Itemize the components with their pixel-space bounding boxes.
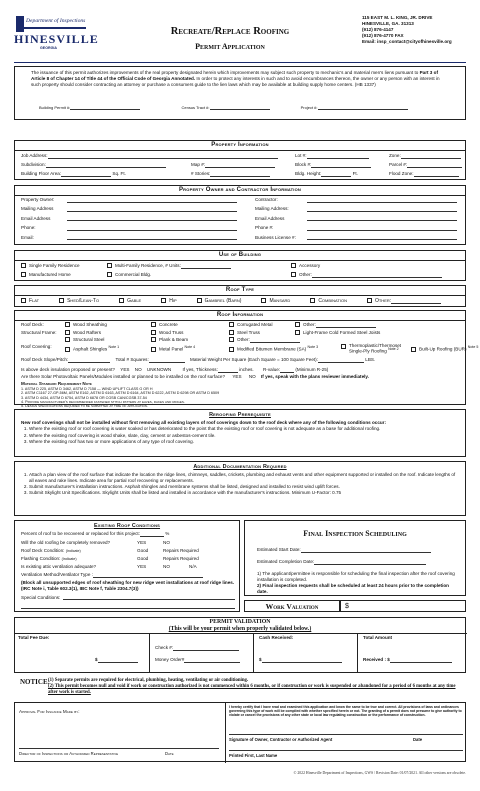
steel-truss-checkbox[interactable] [229,330,234,335]
standard-item: 1. ASTM D 225, ASTM D 3462, ASTM D 7158 — WIND UPLIFT CLASS G OR H [21,387,153,391]
plank-beam-checkbox[interactable] [151,337,156,342]
corrugated-metal-checkbox[interactable] [229,322,234,327]
dollar-sign: $ [95,657,98,662]
note-ref: Note 4 [184,345,196,349]
insulation-question: Is above deck insulation proposed or present? [21,367,115,372]
roof-info-section [14,310,479,408]
metal-panel-checkbox[interactable] [151,347,156,352]
director-signature-line[interactable] [19,748,219,749]
printed-name-label: Printed First, Last Name [229,753,278,758]
note-ref: Note 5 [467,345,479,349]
special-conditions-field[interactable] [63,595,235,600]
other-deck-label: Other: [303,322,316,327]
work-valuation-field[interactable] [340,600,466,612]
building-permit-field[interactable] [70,105,140,110]
address-line: HINESVILLE, GA. 31313 [362,20,414,26]
note-ref: Note 1 [108,345,120,349]
deck-repairs-option[interactable]: Repairs Required [163,548,199,553]
section-title: Existing Roof Conditions [93,523,161,529]
reroof-list [15,426,465,445]
section-title: Roof Type [15,286,465,296]
percent-unit: % [165,531,170,536]
ventilation-na-option[interactable]: N/A [189,564,197,569]
thermoplastic-checkbox[interactable] [341,344,346,349]
total-amount-label: Total Amount [363,635,393,640]
address-line: (912) 876-4770 FAX [362,32,404,38]
contractor-row [255,216,457,225]
roof-type-option[interactable] [21,298,39,304]
check-number-label: Check #: [155,645,174,650]
roof-type-label: Other: [374,298,392,304]
special-conditions-label: Special Conditions: [21,595,61,600]
wood-truss-label: Wood Truss [159,330,184,335]
other-frame-field[interactable] [250,338,300,343]
owner-field[interactable] [67,235,237,240]
notice-item-2: (2) This permit becomes null and void if work or construction authorized is not commenced within 6 months, or if construction or work is suspended or abandoned for a period of 6 months at any time after work is started. [48,683,456,695]
wood-sheathing-label: Wood Sheathing [73,322,107,327]
total-squares-field[interactable] [149,358,185,363]
total-squares-label: Total # Squares: [115,357,149,362]
removal-no-option[interactable]: NO [163,540,170,545]
reroof-item: 1. Where the existing roof or roof covering is water soaked or has deteriorated to the point that the existing roof or roof covering is not adequate as a base for additional roofing. [29,426,465,432]
concrete-checkbox[interactable] [151,322,156,327]
metal-panel-label: Metal Panel [159,346,184,352]
certification-text: I hereby certify that I have read and examined this application and know the same to be true and correct. All provisions of laws and ordinances governing this type of work will be complied with whether specified herein or not. The granting of a permit does not presume to give authority to violate or cancel the provisions of any other state or local law regulating construction or the performance of construction. [229,705,462,718]
block-label: Block #: [295,162,312,167]
stories-label: # Stories: [191,171,211,176]
corrugated-metal-label: Corrugated Metal [237,322,273,327]
section-title: Reroofing Prerequisite [209,412,271,418]
project-label: Project #: [300,105,318,110]
solar-question: Are there Solar Photovoltaic Panels/Modules installed or planned to be installed on the roof surface? [21,374,226,379]
owner-row [21,206,237,215]
solar-no-option[interactable]: NO [248,374,256,379]
weight-label: Material Weight Per Square (Each Square = 100 Square Feet): [190,357,318,362]
contractor-label: Contractor: [255,197,278,202]
built-up-roofing-checkbox[interactable] [411,347,416,352]
cash-received-label: Cash Received: [259,635,294,640]
roof-type-option[interactable] [310,298,347,304]
roof-covering-label: Roof Covering: [21,344,52,349]
roof-type-label: Gambrel (Barn) [204,298,242,304]
contractor-field[interactable] [307,216,457,221]
blocking-note: (Block all unsupported edges of roof sheathing for new ridge vent installations at roof ridge lines. (IRC Note i, Table 602.3(1), IBC Note f, Table 2304.7(3)) [21,580,235,591]
address-line: (912) 876-4147 [362,26,394,32]
wood-sheathing-checkbox[interactable] [65,322,70,327]
cold-formed-steel-label: Light-Frame Cold Formed Steel Joists [303,330,381,335]
section-title: Additional Documentation Required [193,464,287,470]
lien-code: Part 3 of Article 8 of Chapter 14 of Title 44 of the Official Code of Georgia Annotated. [31,70,438,81]
other-roof-type-field[interactable] [391,299,441,304]
contractor-row [255,206,457,215]
money-order-label: Money Order# [155,657,185,662]
owner-field[interactable] [67,198,237,203]
address-line: 115 EAST M. L. KING, JR. DRIVE [362,15,433,20]
standard-list [21,387,219,408]
validation-subtitle: (This will be your permit when properly validated below.) [168,626,312,633]
existing-conditions-section [14,520,240,612]
structural-steel-label: Structural Steel [73,337,105,342]
standard-text: ASTM D 4434, ASTM D 6754, ASTM D 6878 OR CGSB CAN/CGSB 37-54 [24,395,147,400]
multi-family-label: Multi-Family Residence, # Units: [115,263,181,268]
built-up-roofing-label: Built-Up Roofing (BUR) [419,346,467,352]
printed-name-line[interactable] [229,750,463,751]
slope-field[interactable] [68,358,110,363]
contractor-field[interactable] [307,226,457,231]
parcel-label: Parcel #: [389,162,408,167]
ventilation-no-option[interactable]: NO [163,564,170,569]
indicate-note: (Indicate) [61,557,77,561]
address-email: Email: insp_contact@cityofhinesville.org [362,38,452,44]
zone-label: Zone: [389,153,401,158]
roof-type-label: Gable [127,298,142,304]
standard-text: ASTM C1167 27-GP-56M, ASTM E162, ASTM D 6163, ASTM D 6164, ASTM D 6222, ASTM D 6298 OR ASTM D 6509 [24,391,220,396]
reroof-item: 2. Where the existing roof covering is wood shake, slate, clay, cement or asbestos-cement tile. [29,433,465,439]
percent-label: Percent of roof to be recovered or replaced for this project: [21,531,140,536]
indicate-note: (Indicate) [65,549,81,553]
owner-row [21,225,237,234]
roof-type-option[interactable] [367,298,441,304]
building-permit-label: Building Permit #: [39,105,71,110]
ventilator-type-field[interactable] [93,573,203,578]
roof-type-option[interactable] [161,298,176,304]
other-deck-field[interactable] [316,323,376,328]
contractor-row [255,197,457,206]
standard-item: 2. ASTM C1167 27-GP-56M, ASTM E162, ASTM D 6163, ASTM D 6164, ASTM D 6222, ASTM D 6298 OR ASTM D 6509 [21,391,220,396]
structural-frame-label: Structural Frame: [21,330,57,335]
reroof-lead: New roof coverings shall not be installed without first removing all existing layers of roof coverings down to the roof deck where any of the following conditions occur: [21,419,386,425]
approval-label: Approval For Issuance Made by: [19,709,80,714]
fee-due-label: Total Fee Due: [18,635,50,640]
subdivision-field[interactable] [46,163,166,168]
special-conditions-line-2[interactable] [21,604,235,609]
scheduling-note-1: 1) The applicant/permittee is responsible for scheduling the final inspection after the roof covering installation is completed. [257,571,455,582]
roof-type-checkbox[interactable] [197,298,202,303]
commercial-label: Commercial Bldg. [115,272,152,277]
owner-field[interactable] [67,226,237,231]
lien-text: The issuance of this permit authorizes improvements of the real property designated herein which improvements may subject such property to mechanic's and material men's liens pursuant to [31,70,420,75]
ft-unit: Ft. [352,171,358,176]
standard-item: 3. ASTM D 4434, ASTM D 6754, ASTM D 6878 OR CGSB CAN/CGSB 37-54 [21,395,147,400]
scheduling-note-2: 2) Final inspection requests shall be scheduled at least 24 hours prior to the completion date. [257,583,449,594]
roof-type-checkbox[interactable] [261,298,266,303]
contractor-label: Email Address [255,215,285,221]
inches-unit: inches. [239,367,254,372]
project-field[interactable] [318,105,408,110]
owner-label: Property Owner: [21,197,55,202]
height-label: Bldg. Height: [295,171,322,176]
concrete-label: Concrete [159,322,178,327]
validation-title: PERMIT VALIDATION [209,619,271,625]
logo-city-text: HINESVILLE [14,32,99,46]
asphalt-shingles-checkbox[interactable] [65,347,70,352]
use-of-building-section [14,250,466,281]
note-ref: Note 3 [307,345,319,349]
lien-text-2: In order to protect any interests in such and to avoid encumbrances thereon, the owner or any person with an interest in such property should consider contracting an attorney or purchase a consumers guide to the lien laws which may be available at building supply home centers. (HB 1337) [31,75,440,87]
insulation-no-option[interactable]: NO [134,367,142,372]
owner-contractor-section [14,185,466,245]
roof-type-label: Combination [318,298,347,304]
map-field[interactable] [205,163,275,168]
roof-type-label: Shed/Lean-To [67,298,100,304]
owner-label: Email Address [21,215,51,221]
floor-area-field[interactable] [61,172,111,177]
subdivision-label: Subdivision: [21,162,46,167]
standard-text: Provide manufacturer's recommended fastener stitch pattern at eaves, rakes and ridges. [25,399,185,404]
census-tract-field[interactable] [210,105,270,110]
thickness-field[interactable] [218,368,238,373]
height-field[interactable] [321,172,351,177]
ventilation-question: Is existing attic ventilation adequate? [21,564,97,569]
roof-type-checkbox[interactable] [161,298,166,303]
check-number-field[interactable] [173,646,239,651]
permit-validation-section [14,617,466,673]
roof-type-label: Flat [29,298,40,304]
lbs-unit: LBS. [365,357,376,362]
thickness-label: If yes, Thickness: [182,367,218,372]
other-frame-label: Other: [237,337,250,342]
start-date-field[interactable] [301,548,431,553]
flashing-repairs-option[interactable]: Repairs Required [163,556,199,561]
units-field[interactable] [181,264,231,269]
approval-date-label: Date [165,751,174,756]
commercial-checkbox[interactable] [107,272,112,277]
manufactured-home-label: Manufactured Home [29,272,71,277]
owner-field[interactable] [67,207,237,212]
roof-type-checkbox[interactable] [59,298,64,303]
logo [14,14,99,56]
lot-field[interactable] [307,154,369,159]
roof-type-checkbox[interactable] [21,298,26,303]
standard-text: Design specifications required to be submitted at time of application. [25,404,148,408]
ventilator-type-label: Ventilation Method/Ventilator Type : [21,572,93,577]
owner-label: Mailing Address [21,206,54,212]
contractor-field[interactable] [307,198,457,203]
documentation-item: 1. Attach a plan view of the roof surface that indicate the location the ridge lines, chimneys, saddles, crickets, plumbing and exhaust vents and other equipment supported or installed on the roof. Indicate lengths of all eaves and rake lines. Indicate area for partial roof recovering or replacements. [29,472,459,484]
census-tract-label: Census Tract #: [181,105,210,110]
removal-yes-option[interactable]: YES [137,540,147,545]
deck-good-option[interactable]: Good [137,548,149,553]
dollar-sign: $ [387,657,390,662]
note-ref: Note 2 [388,347,399,352]
owner-label: Phone: [21,225,36,231]
percent-field[interactable] [140,532,164,537]
modified-bitumen-checkbox[interactable] [229,347,234,352]
contractor-row [255,225,457,234]
section-title: Roof Information [15,311,465,321]
final-inspection-section [244,520,466,596]
contractor-fields [255,197,457,244]
owner-field[interactable] [67,216,237,221]
solar-yes-option[interactable]: YES [232,374,242,379]
roof-type-checkbox[interactable] [119,298,124,303]
block-field[interactable] [311,163,371,168]
job-address-field[interactable] [48,154,278,159]
total-received-field[interactable] [390,658,452,663]
roof-type-options [21,298,441,304]
standard-text: ASTM D 225, ASTM D 3462, ASTM D 7158 — WIND UPLIFT CLASS G OR H [24,387,153,391]
manufactured-home-checkbox[interactable] [21,272,26,277]
flood-zone-field[interactable] [414,172,459,177]
standard-title: Material Standard Requirement Note [21,381,92,386]
owner-label: Email: [21,234,34,240]
wood-truss-checkbox[interactable] [151,330,156,335]
fee-divider [15,633,467,634]
removal-question: Will the old roofing be completely removed? [21,540,111,545]
documentation-item: 3. Submit Skylight Unit Specifications. Skylight Units shall be listed and installed in accordance with the manufacturer's instructions. Minimum U-Factor: 0.75 [29,490,459,496]
cash-received-field[interactable] [262,658,342,663]
sqft-unit: Sq. Ft. [112,171,126,176]
documentation-list [15,471,465,497]
roof-type-option[interactable] [197,298,242,304]
owner-row [21,216,237,225]
signature-section [14,702,466,762]
parcel-field[interactable] [407,163,462,168]
contractor-row [255,235,457,244]
header-rule [14,62,466,63]
weight-field[interactable] [318,358,364,363]
other-use-field[interactable] [312,273,442,278]
accessory-checkbox[interactable] [291,263,296,268]
work-valuation-box [244,600,340,612]
structural-steel-checkbox[interactable] [65,337,70,342]
lot-label: Lot #: [295,153,307,158]
rvalue-field[interactable] [280,368,294,373]
floor-area-label: Building Floor Area: [21,171,62,176]
roof-type-label: Hip [169,298,177,304]
section-title: Use of Building [15,251,465,261]
owner-signature-label: Signature of Owner, Contractor or Authorized Agent [229,737,333,742]
plank-beam-label: Plank & Beam [159,337,189,342]
logo-state-text: GEORGIA [40,46,57,50]
completion-date-label: Estimated Completion Date: [257,559,315,564]
roof-type-label: Mansard [269,298,291,304]
reroof-item: 3. Where the existing roof has two or more applications of any type of roof covering. [29,439,465,445]
owner-fields [21,197,237,244]
zone-field[interactable] [401,154,461,159]
standard-item: 5. Design specifications required to be submitted at time of application. [21,404,148,408]
asphalt-shingles-label: Asphalt Shingles [73,346,108,352]
section-title: Final Inspection Scheduling [303,529,407,538]
roof-type-option[interactable] [59,298,99,304]
rvalue-minimum: (Minimum R-25) [295,367,329,372]
cold-formed-steel-checkbox[interactable] [295,330,300,335]
wood-rafters-label: Wood Rafters [73,330,101,335]
dollar-sign: $ [259,657,262,662]
owner-row [21,197,237,206]
notice-label: NOTICE: [20,678,50,686]
form-title: Recreate/Replace Roofing [170,26,290,37]
job-address-label: Job Address: [21,153,48,158]
documentation-item: 2. Submit manufacturer's installation instructions. Asphalt shingles and membrane systems shall be listed, designed and installed to resist wind uplift forces. [29,484,459,490]
completion-date-field[interactable] [314,560,426,565]
logo-underline [24,27,86,29]
insulation-yes-option[interactable]: YES [120,367,130,372]
other-use-label: Other: [299,272,312,277]
modified-bitumen-label: Modified Bitumen Membrane (SA) [237,346,307,352]
ventilation-yes-option[interactable]: YES [137,564,147,569]
flashing-condition-label: Flashing Condition: [21,556,61,561]
wood-rafters-checkbox[interactable] [65,330,70,335]
owner-date-label: Date [413,737,423,742]
property-info-section [14,140,466,180]
start-date-label: Estimated Start Date: [257,547,301,552]
documentation-section [14,461,466,516]
flashing-good-option[interactable]: Good [137,556,149,561]
logo-dept-text: Department of Inspections [26,18,86,24]
notice-text [48,678,466,696]
form-subtitle: Permit Application [195,42,265,51]
section-title: Property Owner and Contractor Information [15,186,465,196]
solar-note: If yes, speak with the plans reviewer immediately. [260,374,369,379]
notice-item-1: (1) Separate permits are required for electrical, plumbing, heating, ventilating or air conditioning. [48,678,249,683]
office-address [362,15,452,45]
slope-label: Roof Deck Slope/Pitch: [21,357,69,362]
received-label: Received : [363,657,386,662]
contractor-field[interactable] [307,207,457,212]
roof-type-checkbox[interactable] [367,298,372,303]
contractor-label: Phone #: [255,225,274,231]
stories-field[interactable] [210,172,270,177]
contractor-label: Mailing Address: [255,206,289,212]
roof-type-checkbox[interactable] [310,298,315,303]
other-use-checkbox[interactable] [291,272,296,277]
single-family-checkbox[interactable] [21,263,26,268]
single-family-label: Single Family Residence [29,263,80,268]
footer-copyright: © 2022 Hinesville Department of Inspections, GWS / Revision Date: 01/07/2021. All other versions are obsolete. [293,771,466,775]
currency-symbol: $ [345,603,349,610]
roof-deck-label: Roof Deck: [21,322,44,327]
deck-condition-label: Roof Deck Condition: [21,548,65,553]
other-frame-checkbox[interactable] [229,337,234,342]
lien-notice [14,66,466,120]
roof-type-section [14,285,466,307]
logo-tower-icon [16,16,24,32]
contractor-field[interactable] [307,235,457,240]
other-deck-checkbox[interactable] [295,322,300,327]
owner-row [21,235,237,244]
map-label: Map #: [191,162,206,167]
owner-signature-line[interactable] [229,734,463,735]
section-title: Property Information [15,141,465,151]
director-label: Director of Inspections or Authorized Representative [19,751,119,756]
contractor-label: Business License #: [255,234,296,240]
standard-item: 4. Provide manufacturer's recommended fastener stitch pattern at eaves, rakes and ridges. [21,399,185,404]
roof-type-option[interactable] [119,298,141,304]
flood-zone-label: Flood Zone: [389,171,414,176]
insulation-unknown-option[interactable]: UNKNOWN [146,367,172,372]
multi-family-checkbox[interactable] [107,263,112,268]
reroofing-section [14,409,466,457]
work-valuation-label: Work Valuation [265,602,319,611]
roof-type-option[interactable] [261,298,290,304]
fee-due-field[interactable] [98,658,138,663]
accessory-label: Accessory [299,263,321,268]
money-order-field[interactable] [184,658,240,663]
rvalue-label: R-value: [262,367,281,372]
steel-truss-label: Steel Truss [237,330,260,335]
thermoplastic-label: Thermoplastic/Thermoset Single-Ply Roofing [349,343,402,354]
